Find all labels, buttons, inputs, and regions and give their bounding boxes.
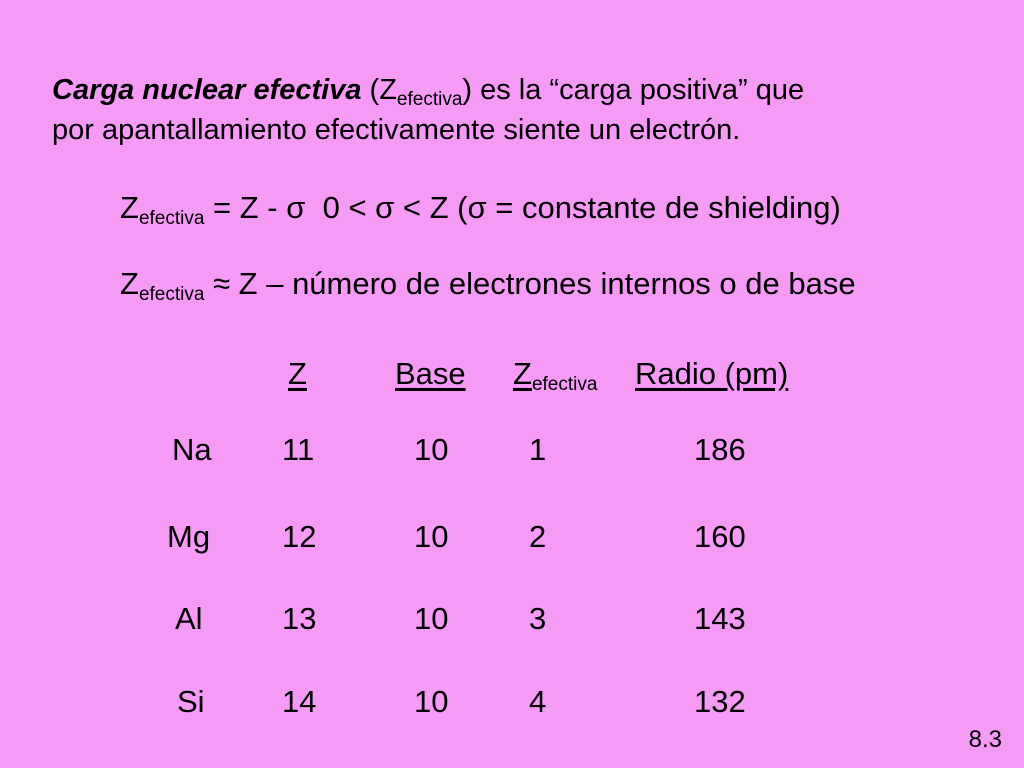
- row-si-zeff: 4: [529, 684, 547, 719]
- row-al-base: 10: [414, 601, 449, 636]
- header-z: Z: [288, 356, 307, 391]
- definition-line-2: por apantallamiento efectivamente siente un electrón.: [52, 114, 741, 146]
- header-zeff-z: Z: [513, 356, 532, 391]
- eq2-subscript: efectiva: [138, 284, 205, 305]
- row-mg-z: 12: [282, 519, 317, 554]
- term-subscript: efectiva: [396, 89, 463, 110]
- row-na-base: 10: [414, 432, 449, 467]
- row-si-z: 14: [282, 684, 317, 719]
- term-bold: Carga nuclear efectiva: [52, 74, 362, 106]
- eq1-subscript: efectiva: [138, 208, 205, 229]
- row-si-base: 10: [414, 684, 449, 719]
- eq1-rest: = Z - σ 0 < σ < Z (σ = constante de shielding): [204, 190, 841, 225]
- row-na-z: 11: [282, 432, 315, 467]
- header-zeff-subscript: efectiva: [531, 374, 598, 395]
- row-mg-zeff: 2: [529, 519, 547, 554]
- eq2-z: Z: [120, 266, 139, 301]
- definition-paragraph: [52, 70, 804, 150]
- row-na-element: Na: [172, 432, 212, 467]
- page-number: 8.3: [968, 726, 1002, 753]
- row-al-element: Al: [175, 601, 203, 636]
- row-na-zeff: 1: [529, 432, 547, 467]
- header-base: Base: [395, 356, 466, 391]
- row-al-zeff: 3: [529, 601, 547, 636]
- row-mg-base: 10: [414, 519, 449, 554]
- header-radio: Radio (pm): [635, 356, 789, 391]
- equation-zeff-sigma: [120, 190, 841, 229]
- row-mg-element: Mg: [167, 519, 211, 554]
- definition-line-1: [52, 70, 804, 110]
- equation-zeff-approx: [120, 266, 856, 305]
- row-si-element: Si: [177, 684, 205, 719]
- term-z: (Z: [369, 74, 397, 106]
- eq2-rest: ≈ Z – número de electrones internos o de base: [204, 266, 856, 301]
- row-na-radio: 186: [694, 432, 746, 467]
- row-mg-radio: 160: [694, 519, 746, 554]
- definition-rest: ) es la “carga positiva” que: [462, 74, 805, 106]
- header-zeff: [513, 356, 598, 395]
- row-si-radio: 132: [694, 684, 746, 719]
- eq1-z: Z: [120, 190, 139, 225]
- row-al-z: 13: [282, 601, 317, 636]
- row-al-radio: 143: [694, 601, 746, 636]
